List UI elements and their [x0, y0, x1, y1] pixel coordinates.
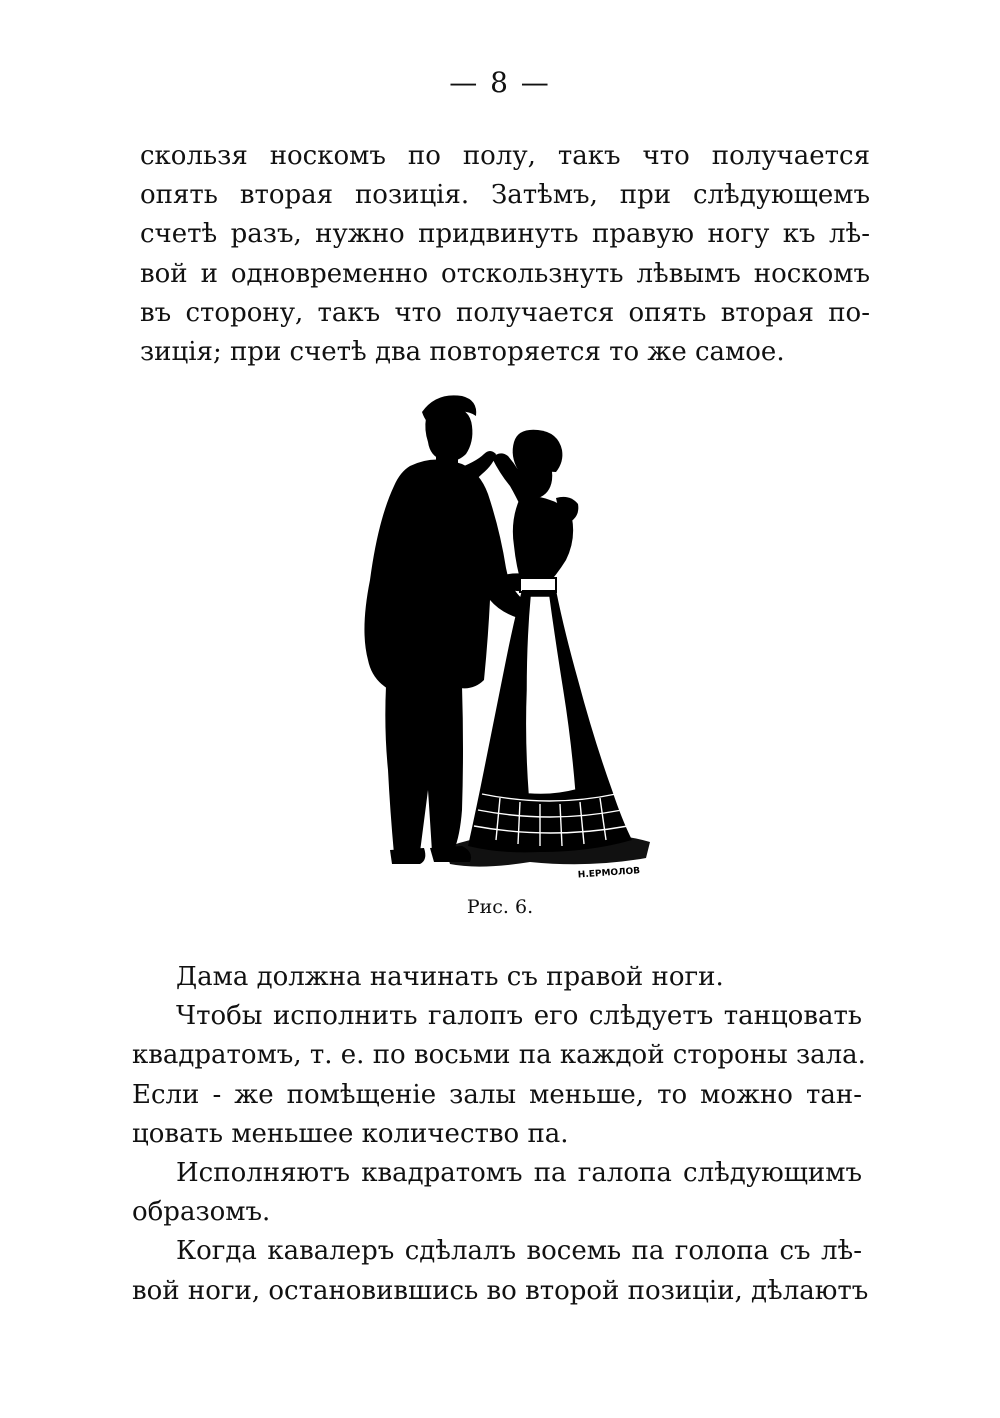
text-line: скользя носкомъ по полу, такъ что получается: [140, 141, 870, 171]
text-line: вой и одновременно отскользнуть лѣвымъ носкомъ: [140, 258, 870, 289]
text-line: Когда кавалеръ сдѣлалъ восемь па голопа съ лѣ-: [176, 1236, 862, 1267]
text-line: въ сторону, такъ что получается опять вторая по-: [140, 297, 870, 328]
text-line: вой ноги, остановившись во второй позиціи, дѣлаютъ: [132, 1275, 869, 1306]
woman-silhouette: [468, 430, 632, 853]
text-line: Чтобы исполнить галопъ его слѣдуетъ танцовать: [176, 1001, 862, 1032]
figure-caption: Рис. 6.: [466, 896, 534, 918]
dancing-couple-illustration: [350, 390, 650, 890]
text-line: Исполняютъ квадратомъ па галопа слѣдующимъ: [176, 1157, 862, 1188]
top-paragraph: [140, 137, 870, 372]
bottom-text: [132, 958, 869, 1311]
text-line: цовать меньшее количество па.: [132, 1118, 569, 1149]
page-number: — 8 —: [449, 66, 551, 99]
text-line: счетѣ разъ, нужно придвинуть правую ногу къ лѣ-: [140, 219, 870, 250]
text-line: Дама должна начинать съ правой ноги.: [176, 962, 724, 992]
text-line: опять вторая позиція. Затѣмъ, при слѣдующемъ: [140, 180, 870, 211]
text-line: Если - же помѣщеніе залы меньше, то можно тан-: [132, 1079, 862, 1110]
artist-signature: Н.ЕРМОЛОВ: [577, 866, 641, 881]
text-line: зиція; при счетѣ два повторяется то же самое.: [140, 336, 785, 367]
text-line: образомъ.: [132, 1197, 271, 1228]
text-line: квадратомъ, т. е. по восьми па каждой стороны зала.: [132, 1040, 866, 1071]
